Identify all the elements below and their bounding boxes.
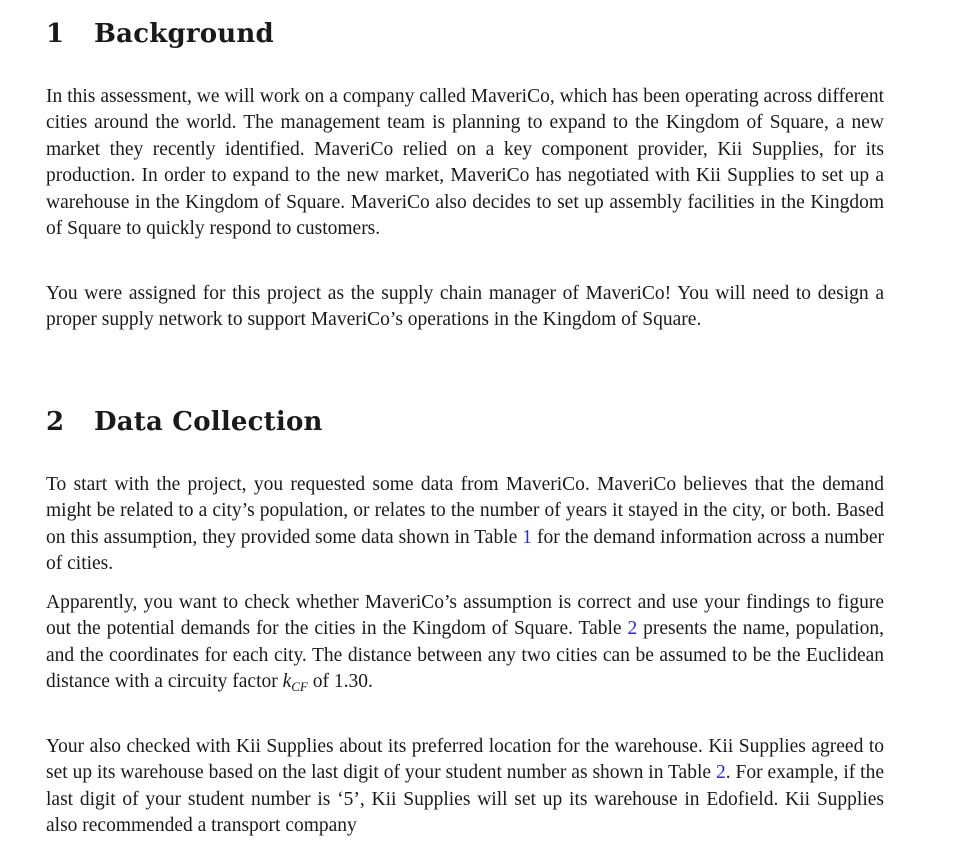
section-number: 1 xyxy=(46,19,65,49)
section-title: Background xyxy=(94,19,274,49)
paragraph-background-intro: In this assessment, we will work on a company called MaveriCo, which has been operating across different cities around the world. The management team is planning to expand to the Kingdom of Square, a new market they recently identified. MaveriCo relied on a key component provider, Kii Supplies, for its production. In order to expand to the new market, MaveriCo has negotiated with Kii Supplies to set up a warehouse in the Kingdom of Square. MaveriCo also decides to set up assembly facilities in the Kingdom of Square to quickly respond to customers. xyxy=(46,86,884,240)
paragraph-warehouse-location xyxy=(46,734,884,840)
paragraph-assumption-check xyxy=(46,590,884,701)
text-segment: To start with the project, you requested some data from MaveriCo. MaveriCo believes that the demand might be related to a city’s population, or relates to the number of years it stayed in the city, or both. Based on this assumption, they provided some data shown in Table xyxy=(46,474,884,548)
text-segment: presents the name, population, and the coordinates for each city. The distance between any two cities can be assumed to be the Euclidean distance with a circuity factor xyxy=(46,618,884,693)
section-title: Data Collection xyxy=(94,407,323,437)
table-reference-link[interactable]: 2 xyxy=(627,618,638,640)
math-base: k xyxy=(282,671,292,693)
table-reference-link[interactable]: 2 xyxy=(715,762,726,784)
paragraph-data-request xyxy=(46,472,884,578)
math-subscript: CF xyxy=(291,679,308,695)
text-segment: . For example, if the last digit of your student number is ‘5’, Kii Supplies will set up its warehouse in Edofield. Kii Supplies also recommended a transport company xyxy=(46,762,884,837)
text-segment: of 1.30. xyxy=(307,671,373,693)
paragraph-assignment: You were assigned for this project as the supply chain manager of MaveriCo! You will need to design a proper supply network to support MaveriCo’s operations in the Kingdom of Square. xyxy=(46,283,884,331)
text-segment: for the demand information across a number of cities. xyxy=(46,526,884,575)
text-segment: Apparently, you want to check whether MaveriCo’s assumption is correct and use your findings to figure out the potential demands for the cities in the Kingdom of Square. Table xyxy=(46,592,884,640)
section-heading-data-collection xyxy=(46,406,323,438)
section-number: 2 xyxy=(46,407,65,437)
text-segment: Your also checked with Kii Supplies about its preferred location for the warehouse. Kii Supplies agreed to set up its warehouse based on the last digit of your student number as shown in Table xyxy=(46,736,884,784)
section-heading-background xyxy=(46,18,274,50)
circuity-factor-symbol xyxy=(282,671,308,695)
table-reference-link[interactable]: 1 xyxy=(522,526,532,548)
